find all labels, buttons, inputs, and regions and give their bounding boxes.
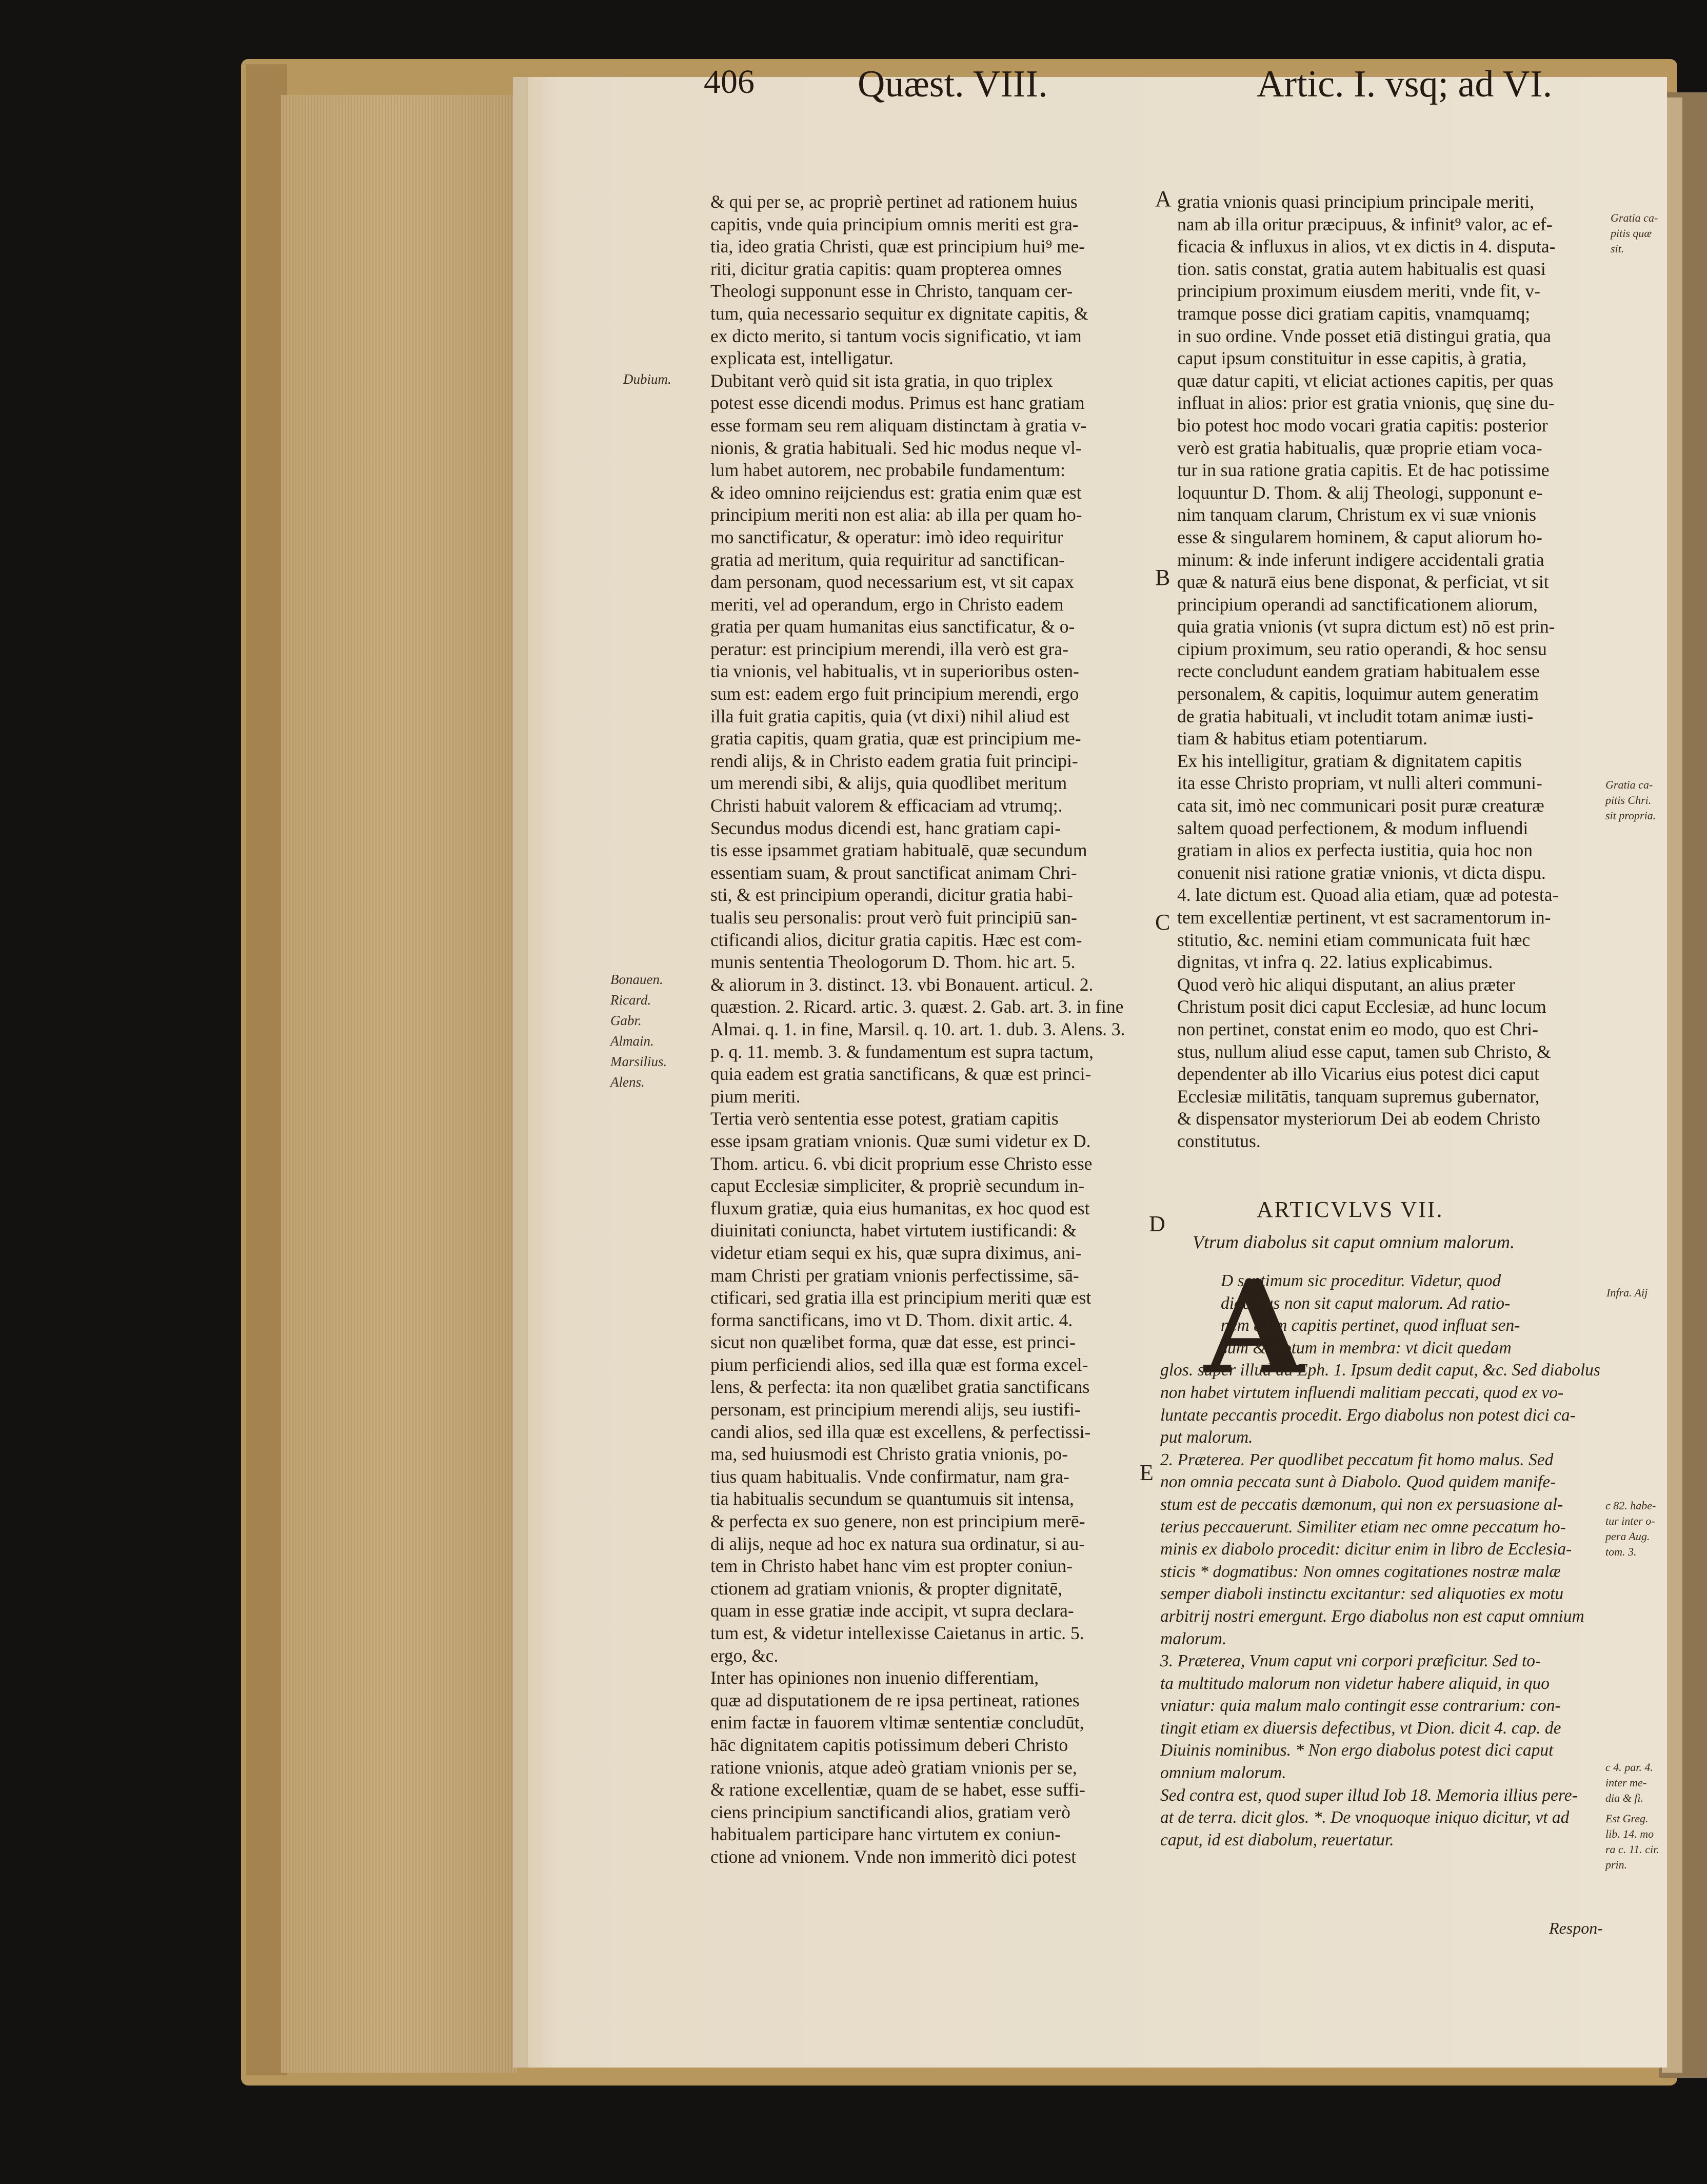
margin-note: c 4. par. 4. (1605, 1761, 1653, 1774)
text-line: Quod verò hic aliqui disputant, an alius præter (1177, 974, 1515, 995)
text-line: sum & motum in membra: vt dicit quedam (1221, 1338, 1512, 1357)
text-line: stitutio, &c. nemini etiam communicata fuit hæc (1177, 929, 1531, 950)
margin-note: prin. (1605, 1858, 1627, 1871)
page-number: 406 (704, 63, 755, 101)
text-line: esse formam seu rem aliquam distinctam à gratia v- (710, 415, 1087, 436)
text-line: essentiam suam, & prout sanctificat animam Chri- (710, 862, 1077, 883)
text-line: tius quam habitualis. Vnde confirmatur, nam gra- (710, 1466, 1069, 1487)
text-line: gratia per quam humanitas eius sanctificatur, & o- (710, 616, 1075, 637)
text-line: 3. Præterea, Vnum caput vni corpori præficitur. Sed to- (1160, 1651, 1541, 1671)
text-line: & ideo omnino reijciendus est: gratia enim quæ est (710, 482, 1082, 503)
margin-note: Infra. Aij (1606, 1286, 1648, 1299)
text-line: mo sanctificatur, & operatur: imò ideo requiritur (710, 526, 1063, 547)
text-line: constitutus. (1177, 1130, 1261, 1151)
text-line: conuenit nisi ratione gratiæ vnionis, vt dicta dispu. (1177, 862, 1546, 883)
margin-note: dia & fi. (1605, 1792, 1643, 1804)
text-line: videtur etiam sequi ex his, quæ supra diximus, ani- (710, 1242, 1082, 1263)
text-line: cipium proximum, seu ratio operandi, & hoc sensu (1177, 638, 1547, 659)
text-line: nam ab illa oritur præcipuus, & infinit⁹ valor, ac ef- (1177, 213, 1553, 234)
text-line: ex dicto merito, si tantum vocis significatio, vt iam (710, 325, 1082, 346)
text-line: personam, est principium merendi alijs, seu iustifi- (710, 1399, 1081, 1420)
text-line: tem in Christo habet hanc vim est propter coniun- (710, 1556, 1073, 1577)
text-line: tiam & habitus etiam potentiarum. (1177, 728, 1428, 749)
text-line: tum, quia necessario sequitur ex dignitate capitis, & (710, 303, 1088, 324)
text-line: Christum posit dici caput Ecclesiæ, ad hunc locum (1177, 996, 1546, 1017)
text-line: sti, & est principium operandi, dicitur gratia habi- (710, 884, 1073, 906)
text-line: um merendi sibi, & alijs, quia quodlibet meritum (710, 773, 1067, 794)
text-line: pium meriti. (710, 1086, 801, 1107)
text-line: candi alios, sed illa quæ est excellens, & perfectissi- (710, 1421, 1091, 1442)
text-line: ergo, &c. (710, 1645, 779, 1666)
text-line: Theologi supponunt esse in Christo, tanquam cer- (710, 281, 1073, 302)
margin-note: sit. (1611, 242, 1624, 255)
margin-note: tom. 3. (1605, 1545, 1637, 1558)
text-line: nim tanquam clarum, Christum ex vi suæ vnionis (1177, 504, 1537, 525)
text-line: sum est: eadem ergo fuit principium merendi, ergo (710, 683, 1079, 704)
text-line: illa fuit gratia capitis, quia (vt dixi) nihil aliud est (710, 705, 1069, 726)
text-line: vniatur: quia malum malo contingit esse contrarium: con- (1160, 1696, 1561, 1716)
right-text-column (1177, 191, 1602, 1181)
drop-cap: A (1204, 1252, 1304, 1403)
margin-note: pitis Chri. (1605, 794, 1652, 806)
text-line: Ecclesiæ militātis, tanquam supremus gubernator, (1177, 1086, 1540, 1107)
text-line: esse & singularem hominem, & caput aliorum ho- (1177, 526, 1542, 547)
text-line: non omnia peccata sunt à Diabolo. Quod quidem manife- (1160, 1472, 1556, 1492)
text-line: & aliorum in 3. distinct. 13. vbi Bonauent. articul. 2. (710, 974, 1094, 995)
text-line: Almai. q. 1. in fine, Marsil. q. 10. art. 1. dub. 3. Alens. 3. (710, 1018, 1125, 1039)
text-line: & qui per se, ac propriè pertinet ad rationem huius (710, 191, 1078, 212)
article-text-column (1160, 1270, 1602, 1937)
text-line: malorum. (1160, 1629, 1227, 1648)
text-line: semper diaboli instinctu excitantur: sed aliquoties ex motu (1160, 1584, 1564, 1604)
text-line: in suo ordine. Vnde posset etiā distingui gratia, qua (1177, 325, 1551, 346)
section-letter-b: B (1155, 565, 1170, 590)
margin-note: Gratia ca- (1611, 211, 1658, 224)
text-line: tia, ideo gratia Christi, quæ est principium hui⁹ me- (710, 236, 1085, 257)
text-line: recte concludunt eandem gratiam habitualem esse (1177, 661, 1540, 682)
margin-note: Marsilius. (610, 1054, 667, 1069)
section-letter-d: D (1149, 1211, 1165, 1236)
text-line: ctionem ad gratiam vnionis, & propter dignitatē, (710, 1578, 1063, 1599)
text-line: tem excellentiæ pertinent, vt est sacramentorum in- (1177, 907, 1551, 928)
text-line: p. q. 11. memb. 3. & fundamentum est supra tactum, (710, 1041, 1094, 1062)
text-line: ma, sed huiusmodi est Christo gratia vnionis, po- (710, 1444, 1068, 1465)
text-line: dignitas, vt infra q. 22. latius explicabimus. (1177, 952, 1493, 973)
text-line: lum habet autorem, nec probabile fundamentum: (710, 460, 1066, 481)
text-line: stus, nullum aliud esse caput, tamen sub Christo, & (1177, 1041, 1551, 1062)
text-line: loquuntur D. Thom. & alij Theologi, supponunt e- (1177, 482, 1543, 503)
text-line: tion. satis constat, gratia autem habitualis est quasi (1177, 258, 1546, 279)
text-line: Inter has opiniones non inuenio differentiam, (710, 1667, 1039, 1688)
text-line: 4. late dictum est. Quoad alia etiam, quæ ad potesta- (1177, 884, 1559, 906)
text-line: cata sit, imò nec communicari posit puræ creaturæ (1177, 795, 1544, 816)
text-line: quæstion. 2. Ricard. artic. 3. quæst. 2. Gab. art. 3. in fine (710, 996, 1124, 1017)
margin-note: c 82. habe- (1605, 1499, 1656, 1512)
text-line: gratia capitis, quam gratia, quæ est principium me- (710, 728, 1081, 749)
text-line: ficacia & influxus in alios, vt ex dictis in 4. disputa- (1177, 236, 1556, 257)
section-letter-a: A (1155, 186, 1172, 211)
margin-note: Est Greg. (1605, 1812, 1649, 1825)
text-line: explicata est, intelligatur. (710, 348, 894, 369)
text-line: stum est de peccatis dæmonum, qui non ex persuasione al- (1160, 1494, 1563, 1514)
text-line: glos. super illud ad Eph. 1. Ipsum dedit caput, &c. Sed diabolus (1160, 1361, 1600, 1380)
text-line: meriti, vel ad operandum, ergo in Christo eadem (710, 594, 1064, 615)
text-line: riti, dicitur gratia capitis: quam propterea omnes (710, 258, 1062, 279)
text-line: arbitrij nostri emergunt. Ergo diabolus non est caput omnium (1160, 1606, 1584, 1626)
text-line: Tertia verò sententia esse potest, gratiam capitis (710, 1108, 1059, 1129)
text-line: de gratia habituali, vt includit totam animæ iusti- (1177, 705, 1534, 726)
margin-note: tur inter o- (1605, 1514, 1655, 1527)
text-line: at de terra. dicit glos. *. De vnoquoque iniquo dicitur, vt ad (1160, 1808, 1570, 1827)
text-line: habitualem participare hanc virtutem ex coniun- (710, 1824, 1061, 1845)
text-line: capitis, vnde quia principium omnis meriti est gra- (710, 213, 1079, 234)
articuli-heading: Artic. I. vsq; ad VI. (1257, 63, 1553, 105)
margin-note: Gabr. (610, 1013, 642, 1028)
text-line: & perfecta ex suo genere, non est principium merē- (710, 1511, 1085, 1532)
text-line: hāc dignitatem capitis potissimum deberi Christo (710, 1734, 1068, 1755)
text-line: minum: & inde inferunt indigere accidentali gratia (1177, 549, 1544, 570)
text-line: luntate peccantis procedit. Ergo diabolus non potest dici ca- (1160, 1405, 1576, 1425)
text-line: Ex his intelligitur, gratiam & dignitatem capitis (1177, 750, 1522, 771)
quaestio-heading: Quæst. VIII. (858, 63, 1048, 105)
text-line: quæ datur capiti, vt eliciat actiones capitis, per quas (1177, 370, 1554, 391)
text-line: dam personam, quod necessarium est, vt sit capax (710, 572, 1074, 593)
margin-note: inter me- (1605, 1776, 1647, 1789)
text-line: D septimum sic proceditur. Videtur, quod (1221, 1271, 1501, 1290)
margin-note: sit propria. (1605, 809, 1656, 822)
text-line: Secundus modus dicendi est, hanc gratiam capi- (710, 817, 1061, 838)
text-line: tualis seu personalis: prout verò fuit principiū san- (710, 907, 1077, 928)
text-line: quæ ad disputationem de re ipsa pertineat, rationes (710, 1689, 1080, 1710)
text-line: ita esse Christo propriam, vt nulli alteri communi- (1177, 773, 1542, 794)
catchword: Respon- (1549, 1919, 1603, 1937)
text-line: Christi habuit valorem & efficaciam ad vtrumq;. (710, 795, 1063, 816)
text-line: tingit etiam ex diuersis defectibus, vt Dion. dicit 4. cap. de (1160, 1718, 1561, 1738)
text-line: quæ & naturā eius bene disponat, & perficiat, vt sit (1177, 572, 1549, 593)
article-question: Vtrum diabolus sit caput omnium malorum. (1193, 1232, 1515, 1252)
text-line: Dubitant verò quid sit ista gratia, in quo triplex (710, 370, 1053, 391)
text-line: gratiam in alios ex perfecta iustitia, quia hoc non (1177, 840, 1533, 861)
text-line: terius peccauerunt. Similiter etiam nec omne peccatum ho- (1160, 1517, 1566, 1537)
text-line: quia eadem est gratia sanctificans, & quæ est princi- (710, 1064, 1091, 1085)
text-line: ctificandi alios, dicitur gratia capitis. Hæc est com- (710, 929, 1082, 950)
text-line: forma sanctificans, imo vt D. Thom. dixit artic. 4. (710, 1309, 1073, 1330)
text-line: Thom. articu. 6. vbi dicit proprium esse Christo esse (710, 1153, 1093, 1174)
text-line: personalem, & capitis, loquimur autem generatim (1177, 683, 1539, 704)
text-line: munis sententia Theologorum D. Thom. hic art. 5. (710, 952, 1076, 973)
text-line: quam in esse gratiæ inde accipit, vt supra declara- (710, 1600, 1074, 1621)
text-line: di alijs, neque ad hoc ex natura sua ordinatur, si au- (710, 1533, 1085, 1554)
margin-note: Alens. (610, 1074, 645, 1090)
text-line: mam Christi per gratiam vnionis perfectissime, sā- (710, 1265, 1079, 1286)
text-line: non pertinet, constat enim eo modo, quo est Chri- (1177, 1018, 1538, 1039)
text-line: pium perficiendi alios, sed illa quæ est forma excel- (710, 1354, 1088, 1375)
text-line: esse ipsam gratiam vnionis. Quæ sumi videtur ex D. (710, 1130, 1091, 1151)
text-line: ctificari, sed gratia illa est principium meriti quæ est (710, 1287, 1091, 1308)
text-line: bio potest hoc modo vocari gratia capitis: posterior (1177, 415, 1548, 436)
section-letter-e: E (1140, 1460, 1154, 1485)
margin-note: Ricard. (610, 992, 651, 1008)
text-line: principium operandi ad sanctificationem aliorum, (1177, 594, 1538, 615)
text-line: non habet virtutem influendi malitiam peccati, quod ex vo- (1160, 1383, 1564, 1402)
text-line: 2. Præterea. Per quodlibet peccatum fit homo malus. Sed (1160, 1450, 1554, 1469)
text-line: & dispensator mysteriorum Dei ab eodem Christo (1177, 1108, 1540, 1129)
text-line: omnium malorum. (1160, 1763, 1286, 1783)
margin-note: lib. 14. mo (1605, 1827, 1654, 1840)
text-line: principium proximum eiusdem meriti, vnde fit, v- (1177, 281, 1540, 302)
margin-note: pera Aug. (1605, 1530, 1650, 1543)
margin-note: Almain. (610, 1033, 654, 1049)
text-line: rendi alijs, & in Christo eadem gratia fuit principi- (710, 750, 1078, 771)
text-line: enim factæ in fauorem vltimæ sententiæ concludūt, (710, 1712, 1084, 1733)
margin-note: Dubium. (623, 371, 671, 387)
text-line: tia vnionis, vel habitualis, vt in superioribus osten- (710, 661, 1079, 682)
text-line: caput Ecclesiæ simpliciter, & propriè secundum in- (710, 1175, 1085, 1196)
text-line: diabolus non sit caput malorum. Ad ratio- (1221, 1293, 1511, 1313)
margin-note: Gratia ca- (1605, 778, 1653, 791)
article-heading: ARTICVLVS VII. (1257, 1197, 1444, 1222)
text-line: Sed contra est, quod super illud Iob 18. Memoria illius pere- (1160, 1785, 1578, 1805)
text-line: principium meriti non est alia: ab illa per quam ho- (710, 504, 1082, 525)
text-line: influat in alios: prior est gratia vnionis, quę sine du- (1177, 392, 1555, 414)
text-line: diuinitati coniuncta, habet virtutem iustificandi: & (710, 1220, 1077, 1241)
text-line: saltem quoad perfectionem, & modum influendi (1177, 817, 1529, 838)
text-line: potest esse dicendi modus. Primus est hanc gratiam (710, 392, 1085, 414)
text-line: ciens principium sanctificandi alios, gratiam verò (710, 1801, 1070, 1822)
text-line: Diuinis nominibus. * Non ergo diabolus potest dici caput (1160, 1741, 1554, 1760)
text-line: caput ipsum constituitur in esse capitis, à gratia, (1177, 348, 1527, 369)
text-line: tis esse ipsammet gratiam habitualē, quæ secundum (710, 840, 1087, 861)
text-line: gratia ad meritum, quia requiritur ad sanctifican- (710, 549, 1065, 570)
text-line: tia habitualis secundum se quantumuis sit intensa, (710, 1488, 1074, 1509)
text-line: caput, id est diabolum, reuertatur. (1160, 1830, 1394, 1849)
text-line: nionis, & gratia habituali. Sed hic modus neque vl- (710, 437, 1082, 458)
text-line: sticis * dogmatibus: Non omnes cogitationes nostræ malæ (1160, 1562, 1561, 1581)
text-line: ratione vnionis, atque adeò gratiam vnionis per se, (710, 1757, 1077, 1778)
margin-note: pitis quæ (1611, 227, 1652, 240)
text-line: & ratione excellentiæ, quam de se habet, esse suffi- (710, 1779, 1085, 1800)
margin-note: ra c. 11. cir. (1605, 1843, 1659, 1856)
text-line: ta multitudo malorum non videtur habere aliquid, in quo (1160, 1674, 1550, 1693)
text-line: nem enim capitis pertinet, quod influat sen- (1221, 1316, 1520, 1335)
text-line: quia gratia vnionis (vt supra dictum est) nō est prin- (1177, 616, 1555, 637)
text-line: verò est gratia habitualis, quæ proprie etiam voca- (1177, 437, 1542, 458)
text-line: minis ex diabolo procedit: dicitur enim in libro de Ecclesia- (1160, 1540, 1572, 1559)
text-line: ctione ad vnionem. Vnde non immeritò dici potest (710, 1846, 1077, 1867)
text-line: tramque posse dici gratiam capitis, vnamquamq; (1177, 303, 1531, 324)
text-line: sicut non quælibet forma, quæ dat esse, est princi- (710, 1332, 1076, 1353)
text-line: lens, & perfecta: ita non quælibet gratia sanctificans (710, 1376, 1090, 1398)
left-text-column (710, 191, 1146, 1956)
text-line: dependenter ab illo Vicarius eius potest dici caput (1177, 1064, 1540, 1085)
text-line: peratur: est principium merendi, illa verò est gra- (710, 638, 1068, 659)
text-line: fluxum gratiæ, quia eius humanitas, ex hoc quod est (710, 1197, 1090, 1218)
text-line: gratia vnionis quasi principium principale meriti, (1177, 191, 1535, 212)
text-line: tur in sua ratione gratia capitis. Et de hac potissime (1177, 460, 1550, 481)
margin-note: Bonauen. (610, 972, 663, 987)
section-letter-c: C (1155, 910, 1170, 935)
text-line: put malorum. (1160, 1428, 1253, 1447)
text-line: tum est, & videtur intellexisse Caietanus in artic. 5. (710, 1623, 1084, 1643)
